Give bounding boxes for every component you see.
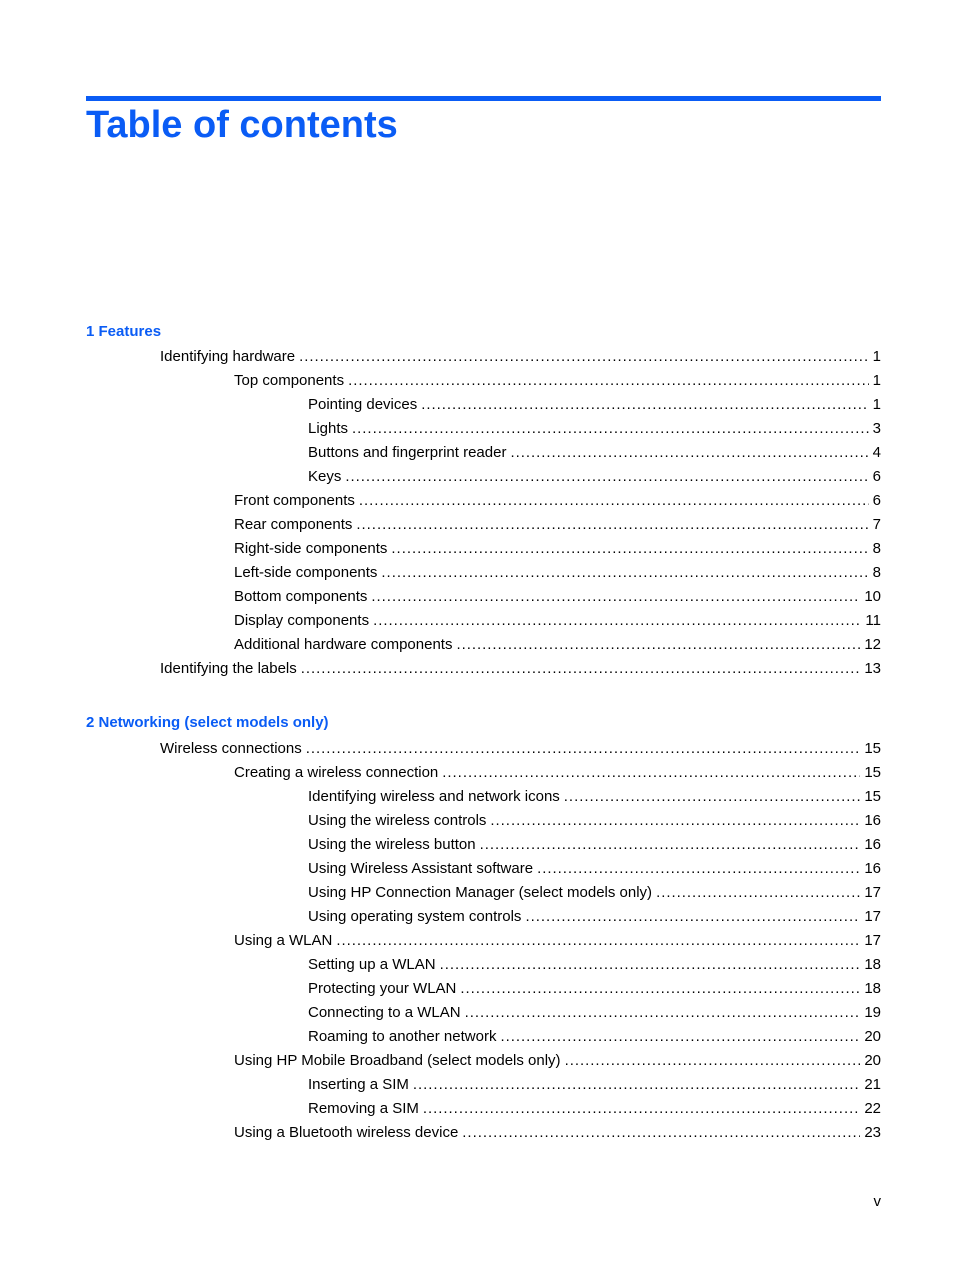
toc-entry-title: Protecting your WLAN	[308, 980, 457, 997]
toc-entry-page: 6	[872, 468, 881, 485]
dot-leader	[348, 371, 869, 391]
toc-entry-page: 13	[864, 660, 881, 677]
dot-leader	[306, 739, 861, 759]
dot-leader	[381, 563, 868, 583]
toc-entry[interactable]	[234, 931, 881, 951]
toc-entry-title: Lights	[308, 420, 349, 437]
dot-leader	[564, 787, 861, 807]
dot-leader	[373, 611, 861, 631]
toc-entry-title: Keys	[308, 468, 342, 485]
dot-leader	[565, 1051, 861, 1071]
toc-entry-page: 15	[864, 740, 881, 757]
dot-leader	[465, 1003, 861, 1023]
toc-entry-page: 17	[864, 908, 881, 925]
toc-entry[interactable]	[234, 763, 881, 783]
toc-entry[interactable]	[234, 1051, 881, 1071]
toc-entry[interactable]	[160, 739, 881, 759]
dot-leader	[423, 1099, 860, 1119]
toc-entry[interactable]	[308, 467, 881, 487]
toc-entry-page: 16	[864, 860, 881, 877]
toc-entry-title: Identifying the labels	[160, 660, 297, 677]
toc-entry-page: 18	[864, 980, 881, 997]
toc-entry-title: Identifying wireless and network icons	[308, 788, 560, 805]
dot-leader	[460, 979, 860, 999]
toc-entry-page: 22	[864, 1100, 881, 1117]
toc-entry-title: Using operating system controls	[308, 908, 522, 925]
toc-entry[interactable]	[160, 347, 881, 367]
toc-entry-page: 16	[864, 836, 881, 853]
dot-leader	[352, 419, 869, 439]
toc-entry-page: 3	[872, 420, 881, 437]
toc-entry[interactable]	[234, 563, 881, 583]
toc-entry-title: Using a Bluetooth wireless device	[234, 1124, 459, 1141]
toc-entry-page: 20	[864, 1052, 881, 1069]
dot-leader	[462, 1123, 860, 1143]
chapter-heading[interactable]: 2 Networking (select models only)	[86, 714, 329, 731]
dot-leader	[656, 883, 860, 903]
toc-entry[interactable]	[234, 491, 881, 511]
toc-entry[interactable]	[308, 811, 881, 831]
toc-entry[interactable]	[308, 787, 881, 807]
toc-entry-title: Using the wireless controls	[308, 812, 487, 829]
dot-leader	[299, 347, 869, 367]
toc-entry-title: Setting up a WLAN	[308, 956, 436, 973]
toc-entry-title: Pointing devices	[308, 396, 418, 413]
toc-entry-title: Using HP Connection Manager (select models only)	[308, 884, 653, 901]
dot-leader	[391, 539, 868, 559]
toc-entry-page: 4	[872, 444, 881, 461]
dot-leader	[359, 491, 869, 511]
dot-leader	[500, 1027, 860, 1047]
toc-entry-title: Connecting to a WLAN	[308, 1004, 461, 1021]
toc-entry-page: 18	[864, 956, 881, 973]
toc-entry[interactable]	[308, 419, 881, 439]
dot-leader	[301, 659, 861, 679]
toc-entry[interactable]	[308, 1099, 881, 1119]
toc-entry-page: 8	[872, 540, 881, 557]
toc-entry-page: 16	[864, 812, 881, 829]
toc-entry-page: 23	[864, 1124, 881, 1141]
toc-entry-title: Using a WLAN	[234, 932, 333, 949]
dot-leader	[442, 763, 860, 783]
toc-entry-page: 1	[872, 348, 881, 365]
toc-entry[interactable]	[234, 587, 881, 607]
toc-entry-page: 19	[864, 1004, 881, 1021]
toc-entry-title: Using HP Mobile Broadband (select models only)	[234, 1052, 561, 1069]
toc-entry[interactable]	[308, 395, 881, 415]
toc-entry[interactable]	[234, 1123, 881, 1143]
toc-entry-page: 8	[872, 564, 881, 581]
toc-entry[interactable]	[308, 1027, 881, 1047]
dot-leader	[421, 395, 868, 415]
dot-leader	[480, 835, 861, 855]
toc-entry[interactable]	[234, 539, 881, 559]
dot-leader	[456, 635, 860, 655]
toc-entry-title: Wireless connections	[160, 740, 302, 757]
toc-entry-title: Roaming to another network	[308, 1028, 497, 1045]
toc-entry[interactable]	[308, 835, 881, 855]
toc-entry-page: 15	[864, 788, 881, 805]
toc-entry-page: 10	[864, 588, 881, 605]
dot-leader	[413, 1075, 860, 1095]
dot-leader	[525, 907, 860, 927]
toc-entry-title: Creating a wireless connection	[234, 764, 439, 781]
toc-entry[interactable]	[308, 883, 881, 903]
toc-entry-title: Additional hardware components	[234, 636, 453, 653]
toc-entry-title: Right-side components	[234, 540, 388, 557]
dot-leader	[371, 587, 860, 607]
toc-entry[interactable]	[308, 859, 881, 879]
toc-entry-page: 15	[864, 764, 881, 781]
toc-entry-page: 12	[864, 636, 881, 653]
chapter-heading[interactable]: 1 Features	[86, 323, 162, 340]
toc-entry-page: 1	[872, 396, 881, 413]
toc-entry-title: Buttons and fingerprint reader	[308, 444, 507, 461]
toc-entry[interactable]	[308, 443, 881, 463]
toc-entry-page: 11	[865, 612, 881, 629]
toc-entry[interactable]	[308, 1003, 881, 1023]
dot-leader	[537, 859, 860, 879]
toc-entry-title: Identifying hardware	[160, 348, 296, 365]
toc-entry-page: 6	[872, 492, 881, 509]
dot-leader	[440, 955, 861, 975]
toc-entry[interactable]	[234, 611, 881, 631]
toc-entry-title: Bottom components	[234, 588, 368, 605]
page-title: Table of contents	[86, 104, 398, 146]
toc-entry[interactable]	[160, 659, 881, 679]
toc-entry-title: Rear components	[234, 516, 353, 533]
toc-entry[interactable]	[308, 955, 881, 975]
dot-leader	[510, 443, 868, 463]
toc-entry-page: 17	[864, 932, 881, 949]
page-number: v	[873, 1193, 881, 1210]
toc-entry[interactable]	[308, 1075, 881, 1095]
toc-entry-page: 1	[872, 372, 881, 389]
toc-entry-title: Front components	[234, 492, 355, 509]
toc-entry[interactable]	[234, 635, 881, 655]
toc-entry-title: Display components	[234, 612, 370, 629]
dot-leader	[336, 931, 860, 951]
toc-entry[interactable]	[234, 371, 881, 391]
toc-entry-title: Using the wireless button	[308, 836, 476, 853]
dot-leader	[356, 515, 868, 535]
toc-entry[interactable]	[308, 907, 881, 927]
toc-entry-page: 17	[864, 884, 881, 901]
toc-entry[interactable]	[308, 979, 881, 999]
toc-entry-title: Left-side components	[234, 564, 378, 581]
toc-entry-title: Using Wireless Assistant software	[308, 860, 534, 877]
toc-entry-title: Top components	[234, 372, 345, 389]
toc-entry-page: 7	[872, 516, 881, 533]
toc-entry-page: 20	[864, 1028, 881, 1045]
toc-entry[interactable]	[234, 515, 881, 535]
dot-leader	[345, 467, 868, 487]
toc-entry-title: Removing a SIM	[308, 1100, 419, 1117]
toc-entry-title: Inserting a SIM	[308, 1076, 409, 1093]
toc-entry-page: 21	[864, 1076, 881, 1093]
dot-leader	[490, 811, 860, 831]
